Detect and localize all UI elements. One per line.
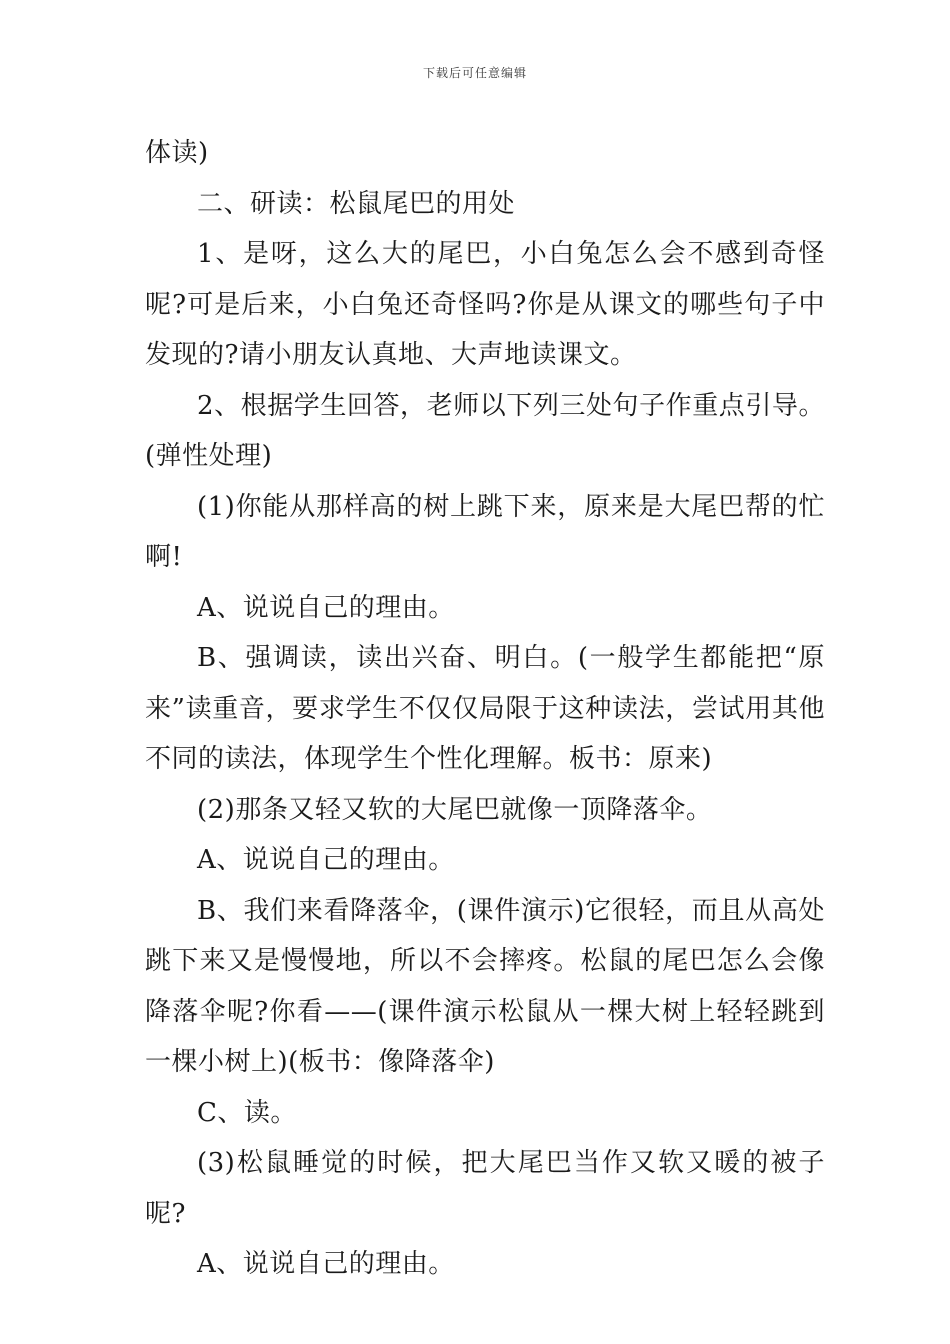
paragraph: B、强调读，读出兴奋、明白。(一般学生都能把“原来”读重音，要求学生不仅仅局限于这种读法，尝试用其他不同的读法，体现学生个性化理解。板书：原来) (145, 643, 825, 774)
section-heading: 二、研读：松鼠尾巴的用处 (197, 188, 516, 219)
paragraph: A、说说自己的理由。 (197, 1249, 455, 1279)
paragraph: (1)你能从那样高的树上跳下来，原来是大尾巴帮的忙啊! (145, 491, 825, 572)
paragraph: B、我们来看降落伞，(课件演示)它很轻，而且从高处跳下来又是慢慢地，所以不会摔疼。松鼠的尾巴怎么会像降落伞呢?你看——(课件演示松鼠从一棵大树上轻轻跳到一棵小树上)(板书：像降落伞) (145, 895, 825, 1077)
paragraph: C、读。 (197, 1097, 297, 1128)
paragraph: 1、是呀，这么大的尾巴，小白兔怎么会不感到奇怪呢?可是后来，小白兔还奇怪吗?你是从课文的哪些句子中发现的?请小朋友认真地、大声地读课文。 (145, 239, 825, 370)
page-header-note: 下载后可任意编辑 (422, 66, 527, 80)
paragraph: 体读) (145, 138, 209, 168)
document-body (145, 128, 825, 1290)
paragraph: A、说说自己的理由。 (197, 845, 455, 875)
paragraph: A、说说自己的理由。 (197, 592, 455, 623)
paragraph: (2)那条又轻又软的大尾巴就像一顶降落伞。 (197, 794, 713, 825)
paragraph: 2、根据学生回答，老师以下列三处句子作重点引导。(弹性处理) (145, 390, 825, 471)
paragraph: (3)松鼠睡觉的时候，把大尾巴当作又软又暖的被子呢? (145, 1148, 825, 1229)
